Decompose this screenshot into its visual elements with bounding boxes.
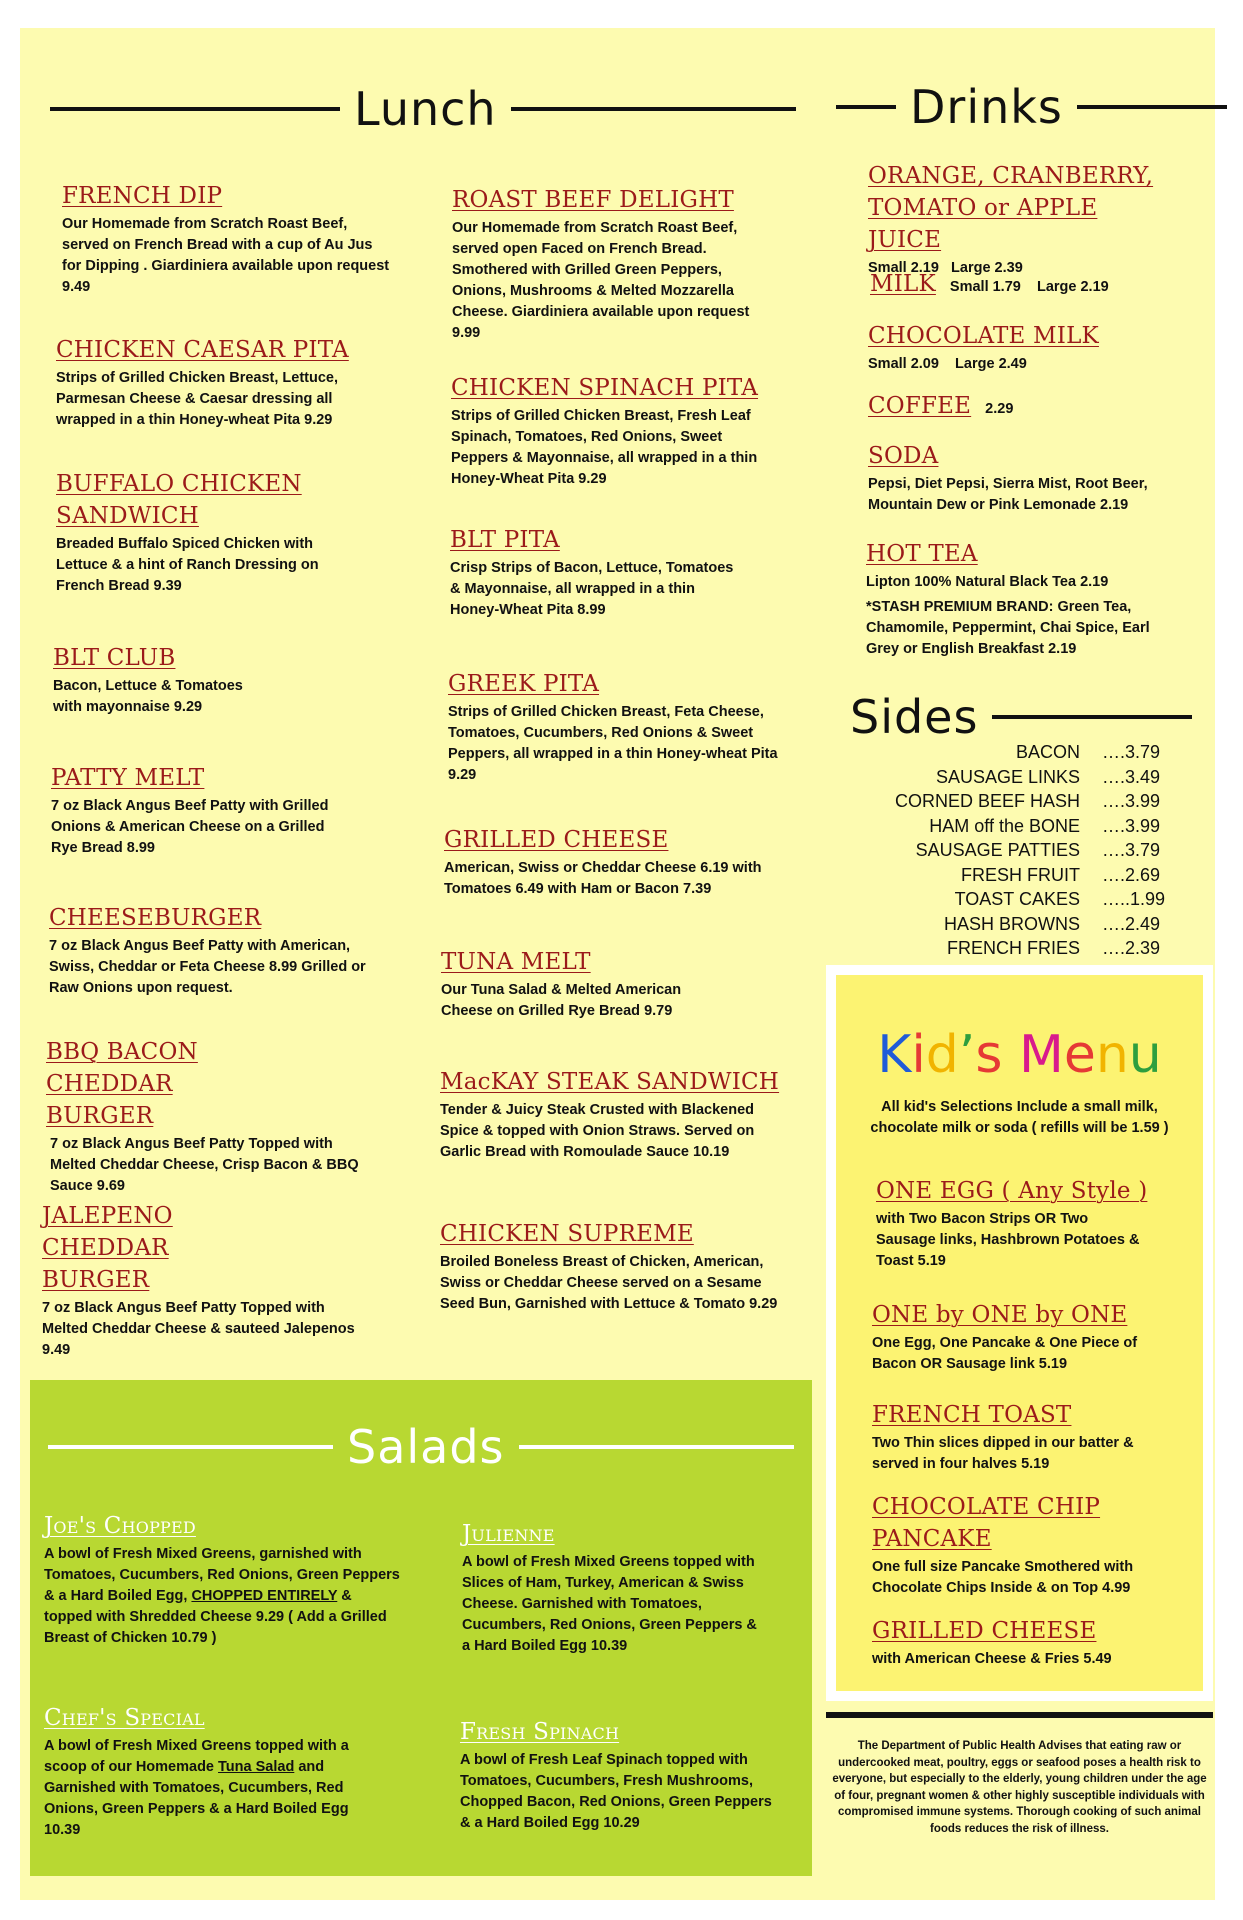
item-desc: 7 oz Black Angus Beef Patty Topped with Melted Cheddar Cheese & sauteed Jalepenos 9.49: [42, 1300, 355, 1358]
item-desc: Tender & Juicy Steak Crusted with Blackened Spice & topped with Onion Straws. Served on Garlic Bread with Romoulade Sauce 10.19: [440, 1102, 755, 1160]
kids-title-letter: M: [1018, 1025, 1064, 1085]
item-desc: A bowl of Fresh Mixed Greens topped with Slices of Ham, Turkey, American & Swiss Cheese. Garnished with Tomatoes, Cucumbers, Red Onions, Green Peppers & a Hard Boiled Egg 10.39: [462, 1554, 757, 1654]
item-name: BLT CLUB: [53, 645, 176, 671]
drink-coffee: [868, 390, 1013, 422]
side-name: FRESH FRUIT: [961, 864, 1080, 885]
menu-item-chicken-spinach-pita: [451, 372, 771, 490]
item-desc: Breaded Buffalo Spiced Chicken with Lettuce & a hint of Ranch Dressing on French Bread 9.39: [56, 536, 319, 594]
kids-title-letter: d: [925, 1025, 959, 1085]
drinks-title: Drinks: [910, 80, 1063, 134]
item-name: GRILLED CHEESE: [444, 827, 669, 853]
side-price: …..1.99: [1102, 889, 1166, 909]
item-desc: Small 2.09 Large 2.49: [868, 356, 1027, 372]
salad-fresh-spinach: [460, 1716, 790, 1834]
drinks-header-line-left: [836, 105, 896, 109]
menu-item-bbq-bacon-cheddar-burger: [46, 1036, 366, 1197]
menu-item-chicken-caesar-pita: [56, 334, 376, 431]
side-row: [870, 863, 1200, 888]
item-desc: Strips of Grilled Chicken Breast, Lettuce, Parmesan Cheese & Caesar dressing all wrapped in a thin Honey-wheat Pita 9.29: [56, 370, 339, 428]
item-desc: Strips of Grilled Chicken Breast, Feta Cheese, Tomatoes, Cucumbers, Red Onions & Sweet Peppers, all wrapped in a thin Honey-wheat Pita 9.29: [448, 704, 778, 783]
item-name: CHOCOLATE CHIP PANCAKE: [872, 1494, 1101, 1552]
sides-title: Sides: [850, 690, 979, 744]
item-desc: Strips of Grilled Chicken Breast, Fresh Leaf Spinach, Tomatoes, Red Onions, Sweet Peppers & Mayonnaise, all wrapped in a thin Honey-Wheat Pita 9.29: [451, 408, 758, 487]
item-desc: Small 2.19 Large 2.39: [868, 260, 1023, 276]
menu-item-blt-club: [53, 642, 313, 718]
item-name: CHEESEBURGER: [49, 905, 262, 931]
salads-header: [48, 1420, 794, 1474]
salads-panel: [30, 1380, 812, 1876]
kids-menu-title: [836, 1025, 1203, 1085]
health-notice: [826, 1712, 1213, 1838]
item-name: Fresh Spinach: [460, 1719, 620, 1745]
side-price: ….3.49: [1102, 766, 1161, 787]
side-price: ….3.79: [1102, 840, 1161, 860]
item-desc: Broiled Boneless Breast of Chicken, American, Swiss or Cheddar Cheese served on a Sesame Seed Bun, Garnished with Lettuce & Tomato 9.29: [440, 1254, 778, 1312]
side-name: BACON: [1015, 742, 1080, 762]
item-desc: with American Cheese & Fries 5.49: [872, 1651, 1112, 1667]
item-desc: [44, 1544, 404, 1649]
item-name: MacKAY STEAK SANDWICH: [440, 1069, 780, 1095]
menu-item-mackay-steak-sandwich: [440, 1066, 780, 1163]
item-desc: A bowl of Fresh Leaf Spinach topped with Tomatoes, Cucumbers, Fresh Mushrooms, Chopped Bacon, Red Onions, Green Peppers & a Hard Boiled Egg 10.29: [460, 1752, 772, 1831]
lunch-header: [50, 82, 796, 136]
item-name: SODA: [868, 443, 939, 469]
item-desc: Our Homemade from Scratch Roast Beef, served on French Bread with a cup of Au Jus for Dipping . Giardiniera available upon request 9.49: [62, 216, 390, 295]
drinks-header-line-right: [1077, 105, 1227, 109]
drinks-header: [836, 80, 1227, 134]
kids-item-grilled-cheese: [872, 1615, 1172, 1670]
item-desc: One Egg, One Pancake & One Piece of Bacon OR Sausage link 5.19: [872, 1335, 1138, 1372]
item-desc-premium: *STASH PREMIUM BRAND: Green Tea, Chamomile, Peppermint, Chai Spice, Earl Grey or English Breakfast 2.19: [866, 599, 1150, 657]
item-desc: American, Swiss or Cheddar Cheese 6.19 with Tomatoes 6.49 with Ham or Bacon 7.39: [444, 860, 762, 897]
sides-header: [840, 690, 1192, 744]
kids-menu-note: All kid's Selections Include a small milk, chocolate milk or soda ( refills will be 1.59 ): [870, 1099, 1169, 1136]
menu-item-greek-pita: [448, 668, 778, 786]
side-price: ….3.79: [1102, 742, 1161, 762]
item-desc-part: A bowl of Fresh Mixed Greens topped with a scoop of our Homemade: [44, 1738, 349, 1775]
side-name: CORNED BEEF HASH: [894, 791, 1080, 811]
health-notice-divider: [826, 1712, 1213, 1718]
item-desc-part: and Garnished with Tomatoes, Cucumbers, Red Onions, Green Peppers & a Hard Boiled Egg 10.39: [44, 1759, 349, 1838]
lunch-header-line-right: [511, 107, 796, 111]
drink-soda: [868, 440, 1188, 516]
menu-item-buffalo-chicken-sandwich: [56, 468, 346, 597]
item-name: JALEPENO CHEDDAR BURGER: [42, 1203, 173, 1293]
item-name: Joe's Chopped: [44, 1513, 196, 1539]
item-name: BLT PITA: [450, 527, 560, 553]
side-name: TOAST CAKES: [954, 889, 1080, 909]
item-name: CHICKEN SPINACH PITA: [451, 375, 759, 401]
menu-item-roast-beef-delight: [452, 184, 772, 344]
item-desc: Two Thin slices dipped in our batter & served in four halves 5.19: [872, 1435, 1134, 1472]
item-name: Chef's Special: [44, 1705, 205, 1731]
item-desc: Crisp Strips of Bacon, Lettuce, Tomatoes & Mayonnaise, all wrapped in a thin Honey-Wheat Pita 8.99: [450, 560, 734, 618]
item-name: PATTY MELT: [51, 765, 205, 791]
item-desc: Pepsi, Diet Pepsi, Sierra Mist, Root Beer, Mountain Dew or Pink Lemonade 2.19: [868, 476, 1148, 513]
menu-item-patty-melt: [51, 762, 351, 859]
item-desc-emphasis: CHOPPED ENTIRELY: [191, 1588, 338, 1604]
side-price: ….3.99: [1102, 815, 1161, 836]
item-price: Small 1.79 Large 2.19: [949, 279, 1109, 295]
item-name: GREEK PITA: [448, 671, 600, 697]
item-name: FRENCH TOAST: [872, 1402, 1072, 1428]
item-name: CHICKEN CAESAR PITA: [56, 337, 349, 363]
item-desc: One full size Pancake Smothered with Chocolate Chips Inside & on Top 4.99: [872, 1559, 1134, 1596]
item-desc: Lipton 100% Natural Black Tea 2.19: [866, 574, 1109, 590]
item-desc-emphasis: Tuna Salad: [218, 1759, 295, 1775]
menu-item-french-dip: [62, 180, 392, 298]
lunch-header-line-left: [50, 107, 340, 111]
drink-hot-tea: [866, 538, 1196, 660]
menu-item-cheeseburger: [49, 902, 369, 999]
item-desc-part: A bowl of Fresh Mixed Greens, garnished with Tomatoes, Cucumbers, Red Onions, Green Peppers & a Hard Boiled Egg,: [44, 1546, 400, 1604]
side-row: [870, 765, 1200, 790]
item-price: 2.29: [985, 401, 1014, 417]
item-name: COFFEE: [868, 393, 972, 419]
item-name: BBQ BACON CHEDDAR BURGER: [46, 1039, 198, 1129]
side-price: ….3.99: [1102, 791, 1161, 811]
side-price: ….2.69: [1102, 864, 1161, 885]
menu-item-chicken-supreme: [440, 1218, 780, 1315]
salads-title: Salads: [347, 1420, 505, 1474]
item-desc-part: & topped with Shredded Cheese 9.29 ( Add a Grilled Breast of Chicken 10.79 ): [44, 1588, 387, 1646]
item-name: TUNA MELT: [441, 949, 591, 975]
item-name: Julienne: [462, 1521, 555, 1547]
kids-title-letter: ’: [958, 1025, 976, 1085]
salad-joes-chopped: [44, 1510, 404, 1649]
item-name: HOT TEA: [866, 541, 978, 567]
side-price: ….2.39: [1102, 938, 1161, 958]
salad-chefs-special: [44, 1702, 384, 1841]
side-row: [870, 912, 1200, 937]
lunch-title: Lunch: [354, 82, 497, 136]
item-name: BUFFALO CHICKEN SANDWICH: [56, 471, 302, 529]
item-desc: with Two Bacon Strips OR Two Sausage links, Hashbrown Potatoes & Toast 5.19: [876, 1211, 1140, 1269]
side-row: [870, 887, 1200, 912]
item-name: CHICKEN SUPREME: [440, 1221, 694, 1247]
item-desc: Our Tuna Salad & Melted American Cheese on Grilled Rye Bread 9.79: [441, 982, 682, 1019]
item-desc: 7 oz Black Angus Beef Patty with American, Swiss, Cheddar or Feta Cheese 8.99 Grilled or Raw Onions upon request.: [49, 938, 366, 996]
side-name: HAM off the BONE: [929, 815, 1080, 836]
item-desc: 7 oz Black Angus Beef Patty Topped with Melted Cheddar Cheese, Crisp Bacon & BBQ Sauce 9.69: [50, 1136, 359, 1194]
side-row: [870, 789, 1200, 814]
kids-title-letter: e: [1063, 1025, 1096, 1085]
kids-item-french-toast: [872, 1399, 1172, 1475]
drink-chocolate-milk: [868, 320, 1188, 375]
sides-header-line: [992, 715, 1192, 719]
kids-title-letter: [1002, 1025, 1019, 1085]
drink-juice: [868, 160, 1188, 279]
kids-item-one-by-one: [872, 1299, 1172, 1375]
item-desc: Our Homemade from Scratch Roast Beef, served open Faced on French Bread. Smothered with Grilled Green Peppers, Onions, Mushrooms & Melted Mozzarella Cheese. Giardiniera available upon request 9.99: [452, 220, 750, 341]
kids-title-letter: i: [911, 1025, 926, 1085]
sides-list: [870, 740, 1200, 961]
item-desc: [44, 1736, 374, 1841]
side-name: FRENCH FRIES: [946, 938, 1080, 958]
side-name: HASH BROWNS: [943, 913, 1080, 934]
side-row: [870, 838, 1200, 863]
kids-item-chocolate-chip-pancake: [872, 1491, 1172, 1599]
item-desc: Bacon, Lettuce & Tomatoes with mayonnaise 9.29: [53, 678, 243, 715]
item-name: CHOCOLATE MILK: [868, 323, 1099, 349]
kids-title-letter: u: [1128, 1025, 1162, 1085]
item-name: FRENCH DIP: [62, 183, 223, 209]
item-desc: 7 oz Black Angus Beef Patty with Grilled Onions & American Cheese on a Grilled Rye Bread 8.99: [51, 798, 329, 856]
menu-item-grilled-cheese: [444, 824, 784, 900]
side-price: ….2.49: [1102, 913, 1161, 934]
salad-julienne: [462, 1518, 772, 1657]
side-row: [870, 814, 1200, 839]
side-name: SAUSAGE LINKS: [935, 766, 1080, 787]
item-name: ONE by ONE by ONE: [872, 1302, 1128, 1328]
salads-header-line-right: [519, 1445, 794, 1449]
side-name: SAUSAGE PATTIES: [915, 840, 1080, 860]
drink-milk: [870, 268, 1109, 300]
health-notice-text: The Department of Public Health Advises that eating raw or undercooked meat, poultry, eggs or seafood poses a health risk to everyone, but especially to the elderly, young children under the age of four, pregnant women & other highly susceptible individuals with compromised immune systems. Thorough cooking of such animal foods reduces the risk of illness.: [832, 1740, 1207, 1835]
kids-title-letter: K: [877, 1025, 912, 1085]
side-row: [870, 936, 1200, 961]
kids-menu-panel: [836, 975, 1203, 1691]
kids-title-letter: s: [975, 1025, 1003, 1085]
salads-header-line-left: [48, 1445, 333, 1449]
item-name: ONE EGG ( Any Style ): [876, 1178, 1148, 1204]
menu-item-jalepeno-cheddar-burger: [42, 1200, 362, 1361]
kids-item-one-egg: [876, 1175, 1176, 1272]
menu-item-tuna-melt: [441, 946, 721, 1022]
menu-item-blt-pita: [450, 524, 750, 621]
kids-menu-frame: [826, 965, 1213, 1701]
side-row: [870, 740, 1200, 765]
item-name: ORANGE, CRANBERRY, TOMATO or APPLE JUICE: [868, 163, 1154, 253]
kids-title-letter: n: [1095, 1025, 1129, 1085]
item-name: GRILLED CHEESE: [872, 1618, 1097, 1644]
item-name: MILK: [870, 271, 936, 297]
item-name: ROAST BEEF DELIGHT: [452, 187, 734, 213]
